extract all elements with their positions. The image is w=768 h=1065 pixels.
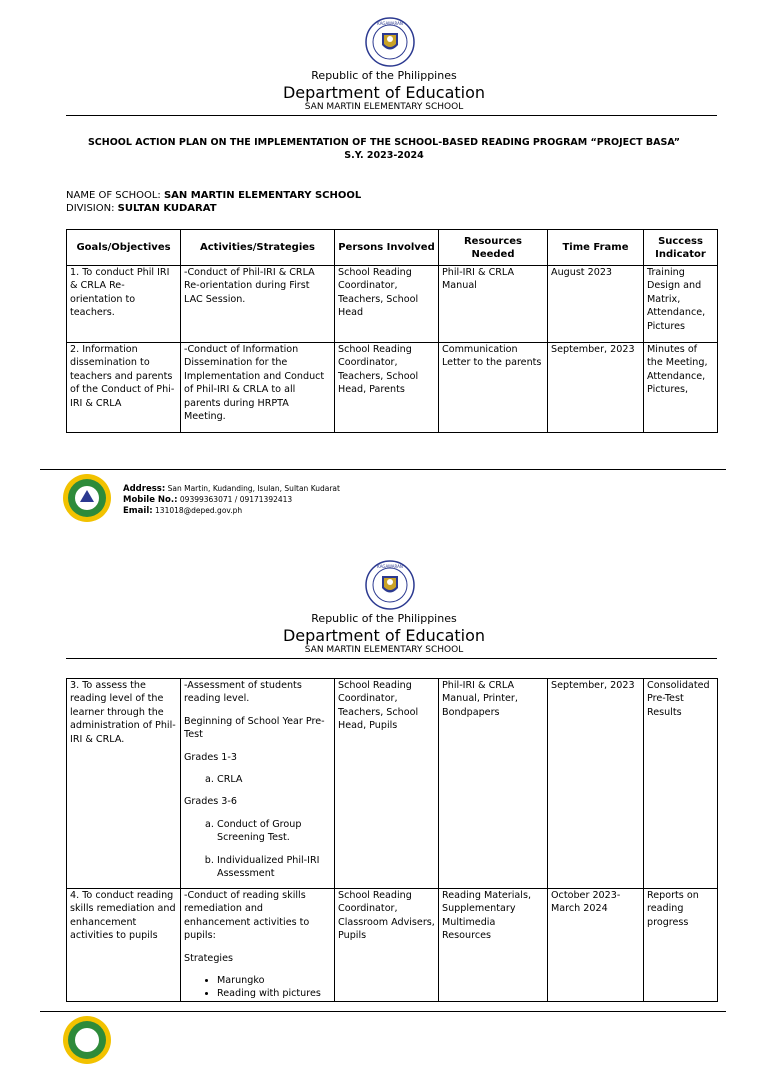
resources-cell: Phil-IRI & CRLA Manual: [439, 266, 548, 343]
strategies-list: [184, 974, 331, 1001]
activity-subheading: Beginning of School Year Pre-Test: [184, 715, 325, 741]
goal-cell: 3. To assess the reading level of the learner through the administration of Phil-IRI & CRLA.: [67, 679, 181, 889]
mobile-value: 09399363071 / 09171392413: [179, 495, 293, 504]
division-label: DIVISION:: [66, 203, 118, 214]
persons-cell: School Reading Coordinator, Classroom Advisers, Pupils: [335, 889, 439, 1002]
activity-cell: -Conduct of Information Dissemination for the Implementation and Conduct of Phil-IRI & CRLA to all parents during HRPTA Meeting.: [181, 343, 335, 433]
indicator-cell: Consolidated Pre-Test Results: [644, 679, 718, 889]
table-row: [67, 266, 718, 343]
time-frame-cell: October 2023-March 2024: [548, 889, 644, 1002]
goal-cell: 1. To conduct Phil IRI & CRLA Re-orientation to teachers.: [67, 266, 181, 343]
header-divider: [66, 658, 717, 659]
indicator-cell: Reports on reading progress: [644, 889, 718, 1002]
resources-cell: Communication Letter to the parents: [439, 343, 548, 433]
address-value: San Martin, Kudanding, Isulan, Sultan Kudarat: [167, 484, 340, 493]
school-logo: [62, 1015, 112, 1065]
indicator-cell: Minutes of the Meeting, Attendance, Pictures,: [644, 343, 718, 433]
activity-cell: [181, 889, 335, 1002]
mobile-label: Mobile No.:: [123, 495, 178, 505]
department-heading: Department of Education: [282, 626, 486, 645]
activity-cell: -Conduct of Phil-IRI & CRLA Re-orientation during First LAC Session.: [181, 266, 335, 343]
republic-heading: Republic of the Philippines: [311, 612, 457, 625]
resources-cell: Phil-IRI & CRLA Manual, Printer, Bondpapers: [439, 679, 548, 889]
department-heading: Department of Education: [282, 83, 486, 102]
column-header: Success Indicator: [644, 230, 718, 266]
footer-divider: [40, 1011, 726, 1012]
email-label: Email:: [123, 506, 153, 516]
indicator-cell: Training Design and Matrix, Attendance, Pictures: [644, 266, 718, 343]
deped-seal-logo: [365, 17, 415, 67]
table-row: [67, 679, 718, 889]
header-divider: [66, 115, 717, 116]
goal-cell: 4. To conduct reading skills remediation and enhancement activities to pupils: [67, 889, 181, 1002]
address-label: Address:: [123, 484, 166, 494]
division-line: [66, 202, 217, 215]
grade-group-label: Grades 1-3: [184, 751, 237, 763]
persons-cell: School Reading Coordinator, Teachers, School Head: [335, 266, 439, 343]
table-row: [67, 889, 718, 1002]
school-name-line: [66, 189, 361, 202]
republic-heading: Republic of the Philippines: [311, 69, 457, 82]
column-header: Time Frame: [548, 230, 644, 266]
table-row: [67, 343, 718, 433]
plan-title: SCHOOL ACTION PLAN ON THE IMPLEMENTATION OF THE SCHOOL-BASED READING PROGRAM “PROJECT BASA”: [87, 137, 681, 148]
list-item: a. Conduct of Group Screening Test.: [217, 818, 331, 845]
footer-email: [123, 505, 242, 517]
persons-cell: School Reading Coordinator, Teachers, School Head, Pupils: [335, 679, 439, 889]
school-heading: SAN MARTIN ELEMENTARY SCHOOL: [304, 102, 464, 112]
grade-group-list: [184, 818, 331, 881]
column-header: Activities/Strategies: [181, 230, 335, 266]
activity-intro: -Conduct of reading skills remediation and enhancement activities to pupils:: [184, 890, 310, 942]
column-header: Persons Involved: [335, 230, 439, 266]
school-heading: SAN MARTIN ELEMENTARY SCHOOL: [304, 645, 464, 655]
grade-group-label: Grades 3-6: [184, 796, 237, 808]
plan-school-year: S.Y. 2023-2024: [344, 150, 424, 161]
resources-cell: Reading Materials, Supplementary Multimedia Resources: [439, 889, 548, 1002]
goal-cell: 2. Information dissemination to teachers and parents of the Conduct of Phi-IRI & CRLA: [67, 343, 181, 433]
list-item: • Reading with pictures: [217, 987, 331, 1000]
list-item: • Marungko: [217, 974, 331, 987]
action-plan-table-continued: [66, 678, 718, 1002]
persons-cell: School Reading Coordinator, Teachers, School Head, Parents: [335, 343, 439, 433]
action-plan-table: [66, 229, 718, 433]
school-name-label: NAME OF SCHOOL:: [66, 190, 164, 201]
column-header: Resources Needed: [439, 230, 548, 266]
time-frame-cell: September, 2023: [548, 343, 644, 433]
time-frame-cell: August 2023: [548, 266, 644, 343]
strategies-label: Strategies: [184, 952, 233, 964]
activity-intro: -Assessment of students reading level.: [184, 680, 302, 705]
school-name-value: SAN MARTIN ELEMENTARY SCHOOL: [163, 190, 362, 201]
column-header: Goals/Objectives: [67, 230, 181, 266]
activity-cell: [181, 679, 335, 889]
svg-text:KAGAWARAN: KAGAWARAN: [377, 21, 403, 26]
list-item: a. CRLA: [217, 773, 331, 786]
deped-seal-logo: [365, 560, 415, 610]
grade-group-list: [184, 773, 331, 786]
footer-divider: [40, 469, 726, 470]
table-header-row: [67, 230, 718, 266]
email-value: 131018@deped.gov.ph: [155, 506, 243, 515]
school-logo: [62, 473, 112, 523]
svg-text:KAGAWARAN: KAGAWARAN: [377, 564, 403, 569]
list-item: b. Individualized Phil-IRI Assessment: [217, 854, 331, 881]
division-value: SULTAN KUDARAT: [117, 203, 217, 214]
time-frame-cell: September, 2023: [548, 679, 644, 889]
